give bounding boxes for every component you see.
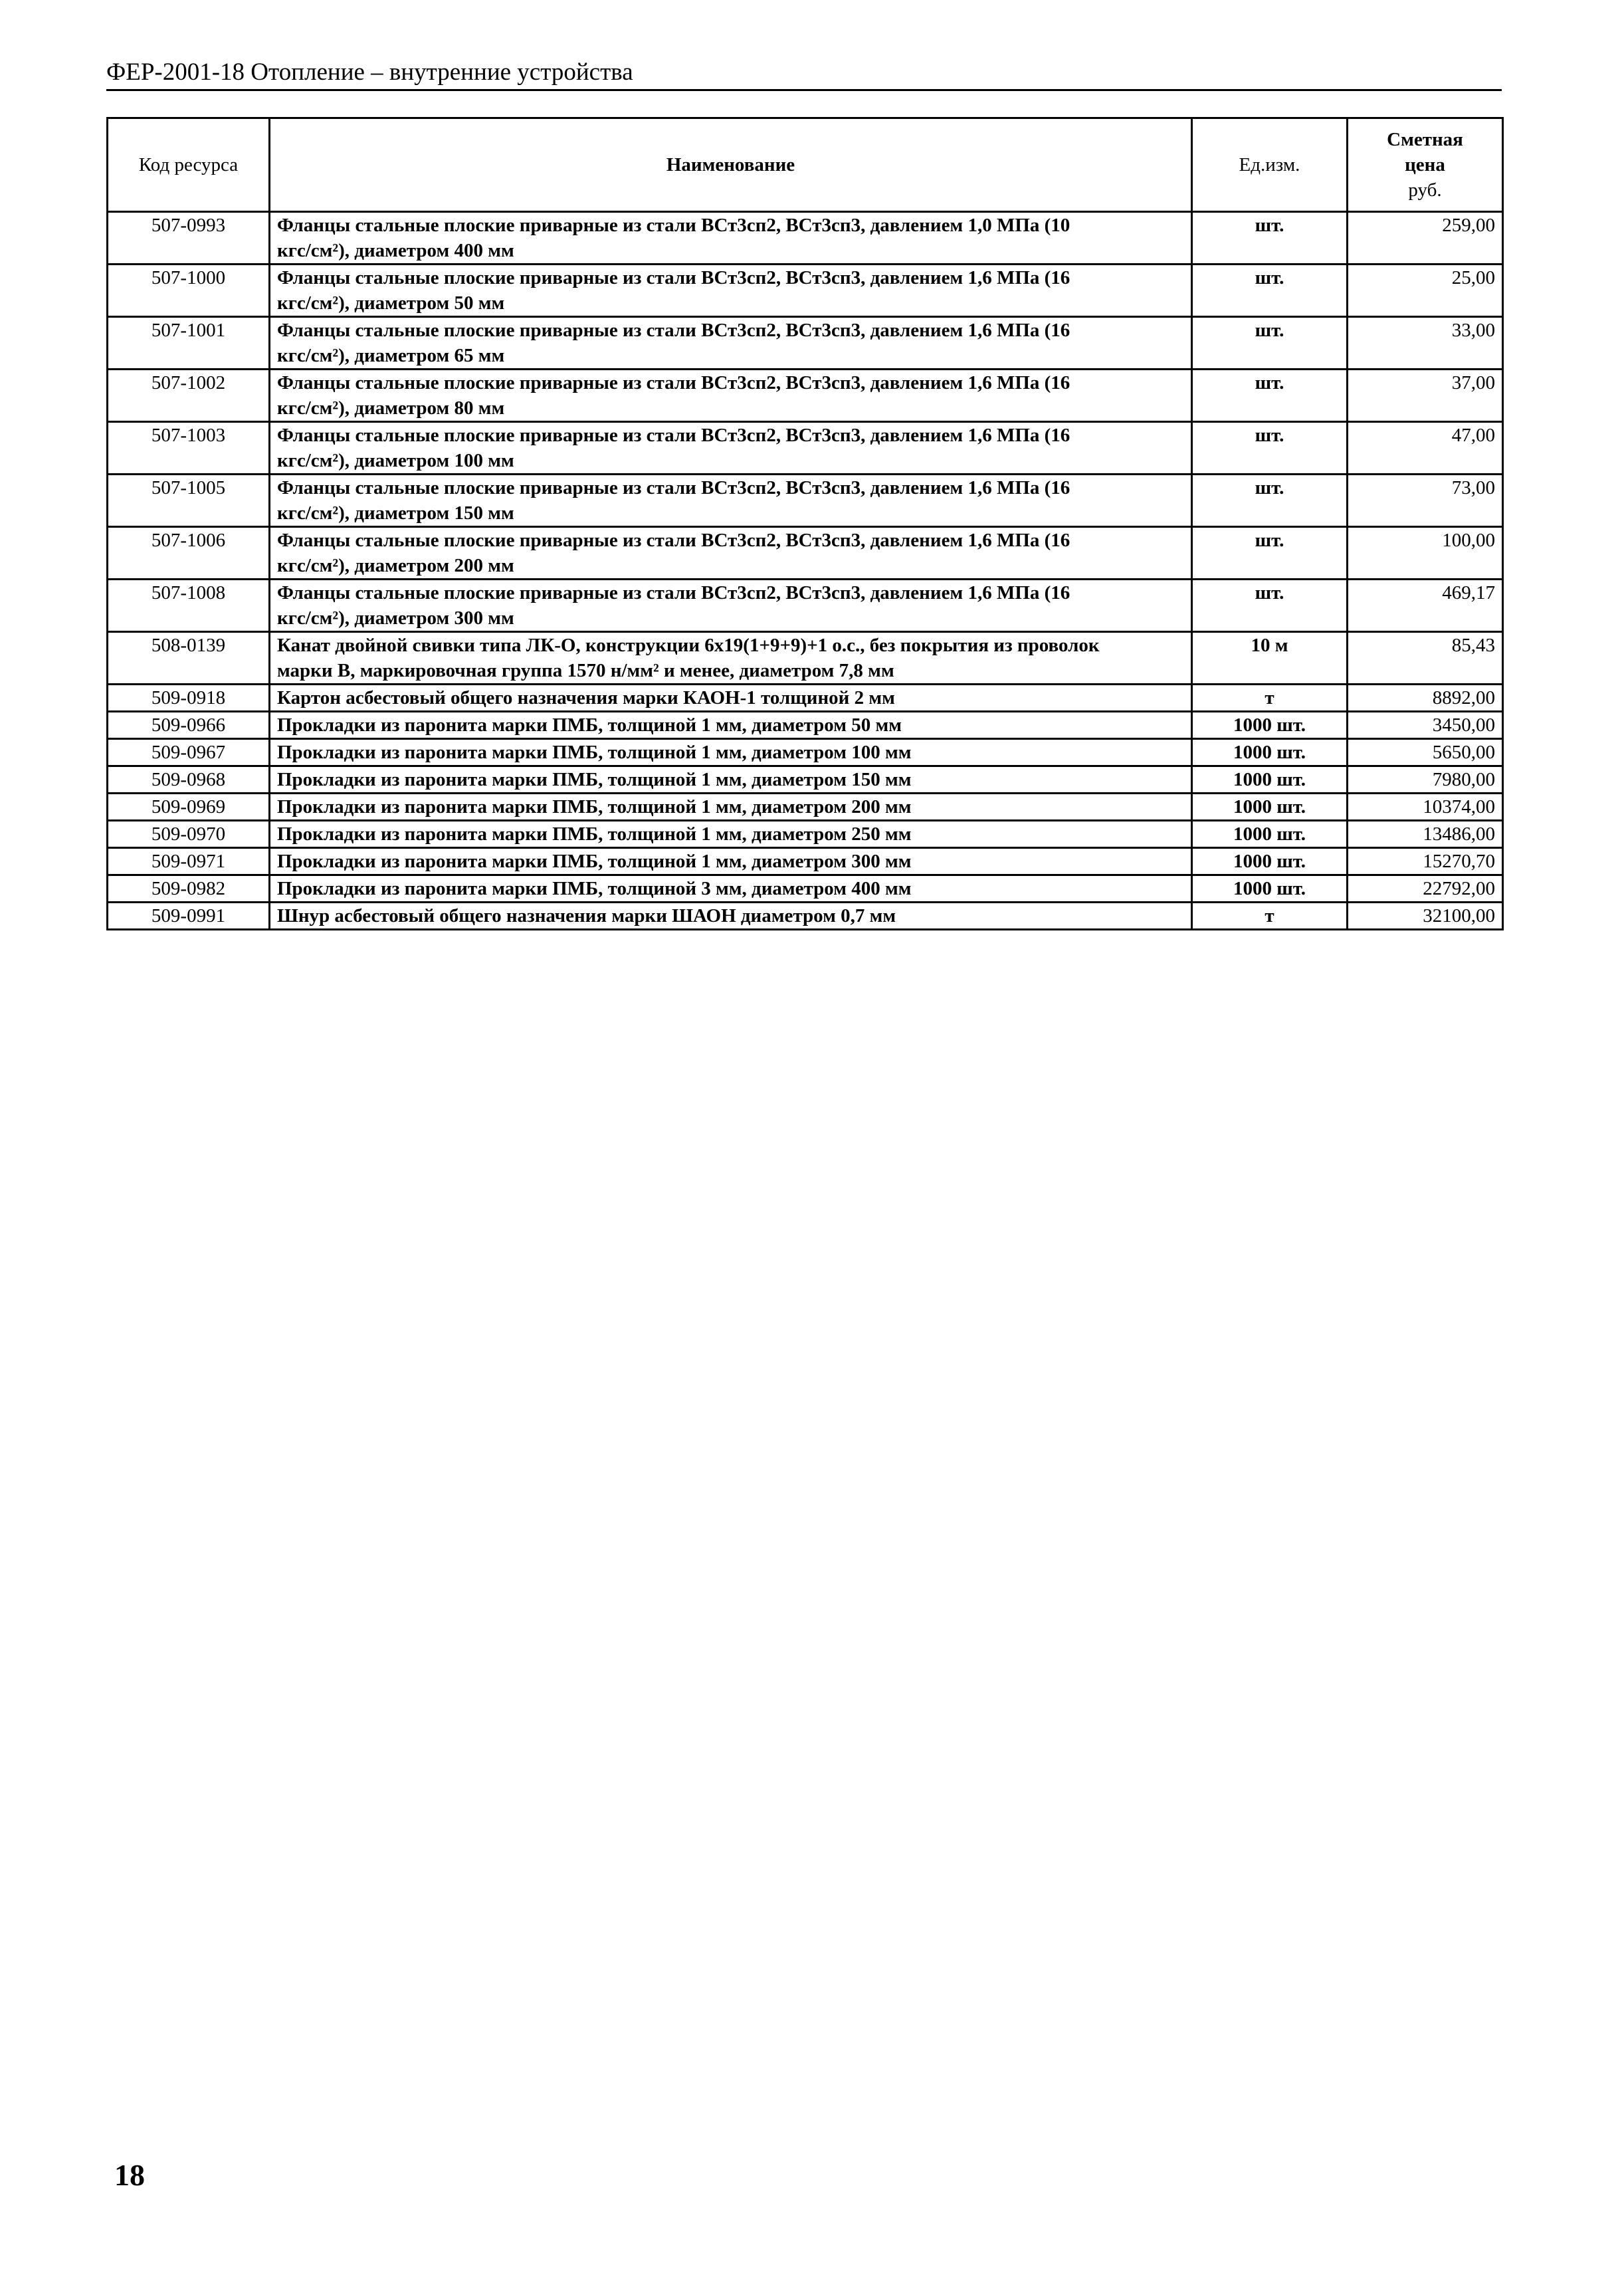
cell-name — [270, 794, 1192, 821]
cell-code: 509-0982 — [108, 875, 270, 903]
cell-unit: 1000 шт. — [1192, 794, 1348, 821]
header-rule — [106, 89, 1502, 91]
cell-price: 25,00 — [1348, 265, 1503, 317]
cell-unit: шт. — [1192, 422, 1348, 475]
cell-unit: 1000 шт. — [1192, 712, 1348, 739]
page-number: 18 — [114, 2158, 145, 2192]
cell-name-line: Фланцы стальные плоские приварные из стали ВСт3сп2, ВСт3сп3, давлением 1,6 МПа (16 — [277, 425, 1070, 446]
cell-unit: 1000 шт. — [1192, 875, 1348, 903]
table-row — [108, 794, 1503, 821]
cell-name-line: Фланцы стальные плоские приварные из стали ВСт3сп2, ВСт3сп3, давлением 1,6 МПа (16 — [277, 477, 1070, 498]
table-row — [108, 766, 1503, 794]
table-row — [108, 265, 1503, 317]
cell-unit: т — [1192, 903, 1348, 930]
cell-name-line: Прокладки из паронита марки ПМБ, толщиной 1 мм, диаметром 200 мм — [277, 796, 912, 817]
cell-name — [270, 527, 1192, 580]
cell-unit: шт. — [1192, 317, 1348, 370]
cell-code: 507-1001 — [108, 317, 270, 370]
table-row — [108, 632, 1503, 685]
cell-name-line: Фланцы стальные плоские приварные из стали ВСт3сп2, ВСт3сп3, давлением 1,6 МПа (16 — [277, 320, 1070, 341]
table-row — [108, 685, 1503, 712]
cell-name-line: Прокладки из паронита марки ПМБ, толщиной 1 мм, диаметром 100 мм — [277, 742, 912, 763]
cell-name-line: Канат двойной свивки типа ЛК-О, конструкции 6х19(1+9+9)+1 о.с., без покрытия из проволок — [277, 635, 1100, 656]
cell-name-line: Прокладки из паронита марки ПМБ, толщиной 1 мм, диаметром 50 мм — [277, 714, 902, 736]
cell-unit: 1000 шт. — [1192, 848, 1348, 875]
table-row — [108, 821, 1503, 848]
table-row — [108, 875, 1503, 903]
cell-name — [270, 317, 1192, 370]
cell-name-line: кгс/см²), диаметром 300 мм — [277, 607, 514, 629]
cell-code: 507-1000 — [108, 265, 270, 317]
cell-code: 509-0991 — [108, 903, 270, 930]
price-header-line: цена — [1405, 154, 1445, 175]
cell-name — [270, 580, 1192, 632]
cell-price: 13486,00 — [1348, 821, 1503, 848]
cell-name-line: кгс/см²), диаметром 65 мм — [277, 345, 505, 366]
table-row — [108, 422, 1503, 475]
cell-unit: т — [1192, 685, 1348, 712]
cell-name-line: Картон асбестовый общего назначения марки КАОН-1 толщиной 2 мм — [277, 687, 895, 708]
cell-name — [270, 712, 1192, 739]
table-row — [108, 527, 1503, 580]
cell-price: 259,00 — [1348, 212, 1503, 265]
cell-name-line: Фланцы стальные плоские приварные из стали ВСт3сп2, ВСт3сп3, давлением 1,6 МПа (16 — [277, 267, 1070, 288]
cell-price: 22792,00 — [1348, 875, 1503, 903]
cell-name-line: Прокладки из паронита марки ПМБ, толщиной 3 мм, диаметром 400 мм — [277, 878, 912, 899]
cell-code: 507-1003 — [108, 422, 270, 475]
cell-unit: 1000 шт. — [1192, 821, 1348, 848]
cell-unit: шт. — [1192, 580, 1348, 632]
cell-code: 509-0971 — [108, 848, 270, 875]
cell-code: 507-1008 — [108, 580, 270, 632]
cell-code: 507-1005 — [108, 475, 270, 527]
cell-price: 469,17 — [1348, 580, 1503, 632]
cell-name-line: марки В, маркировочная группа 1570 н/мм² и менее, диаметром 7,8 мм — [277, 660, 894, 681]
cell-name — [270, 848, 1192, 875]
table-body — [108, 212, 1503, 930]
cell-price: 73,00 — [1348, 475, 1503, 527]
cell-code: 509-0968 — [108, 766, 270, 794]
cell-unit: 1000 шт. — [1192, 739, 1348, 766]
cell-price: 100,00 — [1348, 527, 1503, 580]
cell-name — [270, 685, 1192, 712]
cell-code: 507-1006 — [108, 527, 270, 580]
table-row — [108, 580, 1503, 632]
cell-code: 509-0966 — [108, 712, 270, 739]
price-header-line: Сметная — [1387, 129, 1463, 150]
column-header-name: Наименование — [270, 118, 1192, 212]
cell-name — [270, 422, 1192, 475]
cell-unit: 1000 шт. — [1192, 766, 1348, 794]
cell-price: 5650,00 — [1348, 739, 1503, 766]
cell-code: 509-0970 — [108, 821, 270, 848]
cell-name — [270, 821, 1192, 848]
column-header-price — [1348, 118, 1503, 212]
cell-price: 15270,70 — [1348, 848, 1503, 875]
cell-code: 508-0139 — [108, 632, 270, 685]
table-row — [108, 739, 1503, 766]
cell-name-line: Фланцы стальные плоские приварные из стали ВСт3сп2, ВСт3сп3, давлением 1,6 МПа (16 — [277, 530, 1070, 551]
table-row — [108, 475, 1503, 527]
cell-name-line: Прокладки из паронита марки ПМБ, толщиной 1 мм, диаметром 250 мм — [277, 823, 912, 845]
cell-name — [270, 265, 1192, 317]
cell-unit: шт. — [1192, 370, 1348, 422]
table-header-row — [108, 118, 1503, 212]
cell-name-line: кгс/см²), диаметром 100 мм — [277, 450, 514, 471]
column-header-code: Код ресурса — [108, 118, 270, 212]
cell-name — [270, 212, 1192, 265]
cell-price: 3450,00 — [1348, 712, 1503, 739]
cell-price: 10374,00 — [1348, 794, 1503, 821]
cell-code: 507-1002 — [108, 370, 270, 422]
cell-name-line: Фланцы стальные плоские приварные из стали ВСт3сп2, ВСт3сп3, давлением 1,6 МПа (16 — [277, 582, 1070, 603]
price-table — [106, 117, 1504, 930]
cell-name-line: Фланцы стальные плоские приварные из стали ВСт3сп2, ВСт3сп3, давлением 1,6 МПа (16 — [277, 372, 1070, 393]
cell-unit: шт. — [1192, 265, 1348, 317]
cell-code: 507-0993 — [108, 212, 270, 265]
cell-name — [270, 739, 1192, 766]
cell-price: 32100,00 — [1348, 903, 1503, 930]
cell-name-line: Прокладки из паронита марки ПМБ, толщиной 1 мм, диаметром 300 мм — [277, 851, 912, 872]
table-row — [108, 712, 1503, 739]
cell-code: 509-0967 — [108, 739, 270, 766]
cell-price: 8892,00 — [1348, 685, 1503, 712]
cell-price: 85,43 — [1348, 632, 1503, 685]
cell-price: 7980,00 — [1348, 766, 1503, 794]
cell-code: 509-0918 — [108, 685, 270, 712]
price-header-line: руб. — [1408, 179, 1442, 201]
cell-name-line: Шнур асбестовый общего назначения марки ШАОН диаметром 0,7 мм — [277, 905, 896, 926]
cell-name-line: кгс/см²), диаметром 80 мм — [277, 397, 505, 419]
cell-price: 33,00 — [1348, 317, 1503, 370]
cell-name-line: кгс/см²), диаметром 50 мм — [277, 292, 505, 314]
cell-name-line: Фланцы стальные плоские приварные из стали ВСт3сп2, ВСт3сп3, давлением 1,0 МПа (10 — [277, 215, 1070, 236]
cell-price: 47,00 — [1348, 422, 1503, 475]
cell-name — [270, 370, 1192, 422]
cell-name-line: кгс/см²), диаметром 400 мм — [277, 240, 514, 261]
cell-unit: шт. — [1192, 212, 1348, 265]
table-row — [108, 903, 1503, 930]
cell-price: 37,00 — [1348, 370, 1503, 422]
table-row — [108, 370, 1503, 422]
table-row — [108, 317, 1503, 370]
cell-name — [270, 475, 1192, 527]
cell-name-line: Прокладки из паронита марки ПМБ, толщиной 1 мм, диаметром 150 мм — [277, 769, 912, 790]
cell-unit: 10 м — [1192, 632, 1348, 685]
cell-code: 509-0969 — [108, 794, 270, 821]
cell-name-line: кгс/см²), диаметром 200 мм — [277, 555, 514, 576]
cell-unit: шт. — [1192, 527, 1348, 580]
table-row — [108, 848, 1503, 875]
running-header: ФЕР-2001-18 Отопление – внутренние устройства — [106, 58, 633, 86]
cell-name — [270, 766, 1192, 794]
column-header-unit: Ед.изм. — [1192, 118, 1348, 212]
table-row — [108, 212, 1503, 265]
cell-name — [270, 632, 1192, 685]
cell-name-line: кгс/см²), диаметром 150 мм — [277, 502, 514, 524]
cell-name — [270, 875, 1192, 903]
cell-unit: шт. — [1192, 475, 1348, 527]
cell-name — [270, 903, 1192, 930]
